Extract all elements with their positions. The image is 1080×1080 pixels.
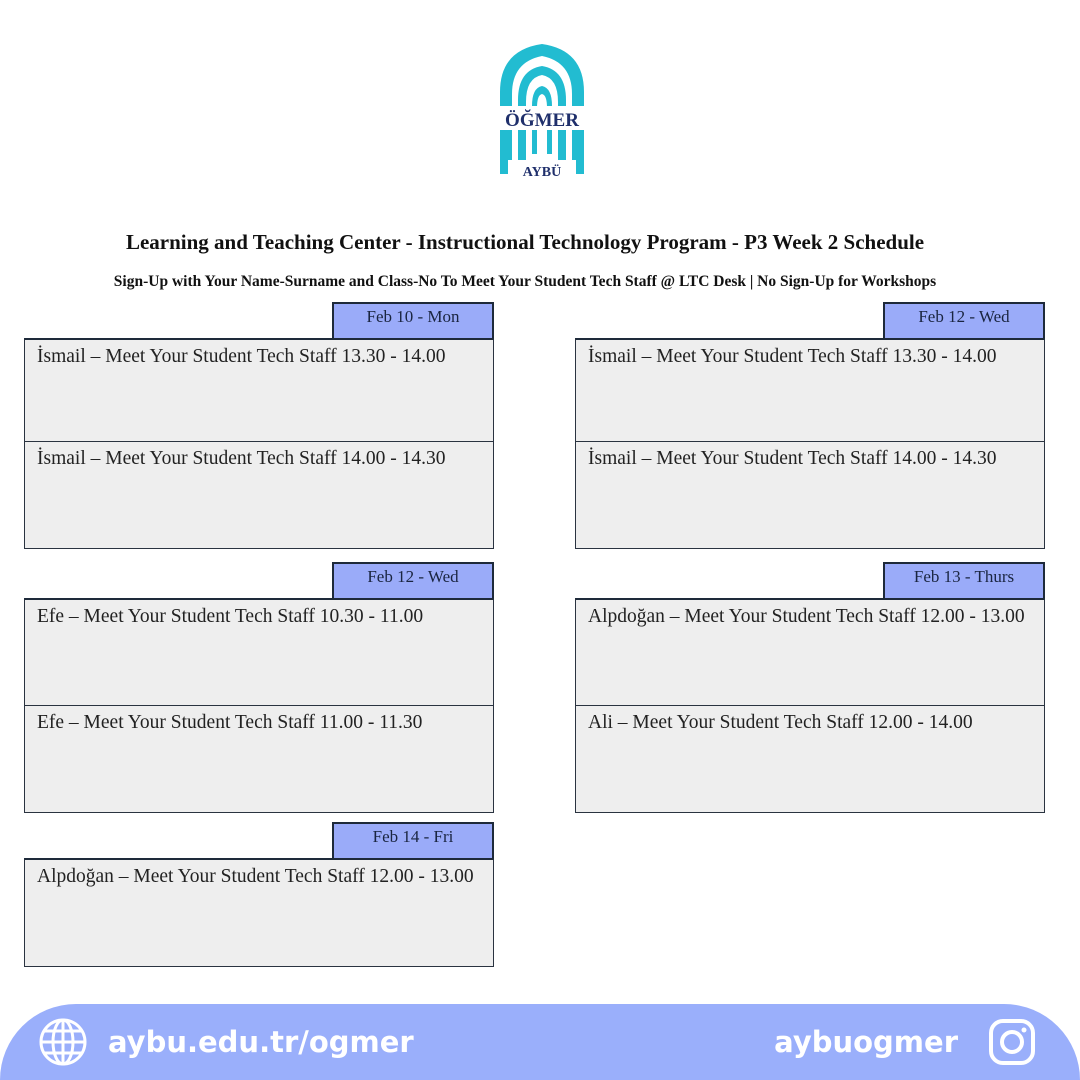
- slot-list: [24, 338, 494, 549]
- instagram-link[interactable]: [774, 1004, 1036, 1080]
- date-tab: Feb 10 - Mon: [332, 302, 494, 338]
- instagram-handle[interactable]: aybuogmer: [774, 1025, 958, 1059]
- date-tab: Feb 14 - Fri: [332, 822, 494, 858]
- slot-list: [575, 598, 1045, 813]
- day-card: [24, 562, 494, 811]
- ogmer-logo: [494, 42, 590, 182]
- slot-row: İsmail – Meet Your Student Tech Staff 13.30 - 14.00: [25, 340, 493, 442]
- date-tab: Feb 12 - Wed: [883, 302, 1045, 338]
- website-text[interactable]: aybu.edu.tr/ogmer: [108, 1025, 414, 1059]
- page-subtitle: Sign-Up with Your Name-Surname and Class-No To Meet Your Student Tech Staff @ LTC Desk | No Sign-Up for Workshops: [113, 273, 937, 290]
- slot-list: [24, 858, 494, 967]
- slot-row: İsmail – Meet Your Student Tech Staff 14.00 - 14.30: [37, 448, 446, 469]
- page-title: Learning and Teaching Center - Instructional Technology Program - P3 Week 2 Schedule: [125, 230, 925, 254]
- day-card: [575, 562, 1045, 811]
- slot-row: Efe – Meet Your Student Tech Staff 10.30 - 11.00: [25, 600, 493, 706]
- slot-row: İsmail – Meet Your Student Tech Staff 13.30 - 14.00: [576, 340, 1044, 442]
- day-card: [24, 302, 494, 547]
- date-tab: Feb 13 - Thurs: [883, 562, 1045, 598]
- svg-text:ÖĞMER: ÖĞMER: [505, 110, 579, 131]
- instagram-icon: [988, 1018, 1036, 1066]
- svg-text:AYBÜ: AYBÜ: [522, 165, 562, 180]
- slot-row: Alpdoğan – Meet Your Student Tech Staff 12.00 - 13.00: [576, 600, 1044, 706]
- slot-row: Efe – Meet Your Student Tech Staff 11.00 - 11.30: [37, 712, 423, 733]
- slot-row: Ali – Meet Your Student Tech Staff 12.00 - 14.00: [588, 712, 973, 733]
- day-card: [24, 822, 494, 965]
- date-tab: Feb 12 - Wed: [332, 562, 494, 598]
- slot-row: Alpdoğan – Meet Your Student Tech Staff 12.00 - 13.00: [37, 866, 474, 887]
- slot-list: [24, 598, 494, 813]
- day-card: [575, 302, 1045, 547]
- slot-row: İsmail – Meet Your Student Tech Staff 14.00 - 14.30: [588, 448, 997, 469]
- website-link[interactable]: [38, 1004, 414, 1080]
- arch-logo-icon: [494, 42, 590, 182]
- slot-list: [575, 338, 1045, 549]
- globe-icon: [38, 1017, 88, 1067]
- footer-bar: [0, 1004, 1080, 1080]
